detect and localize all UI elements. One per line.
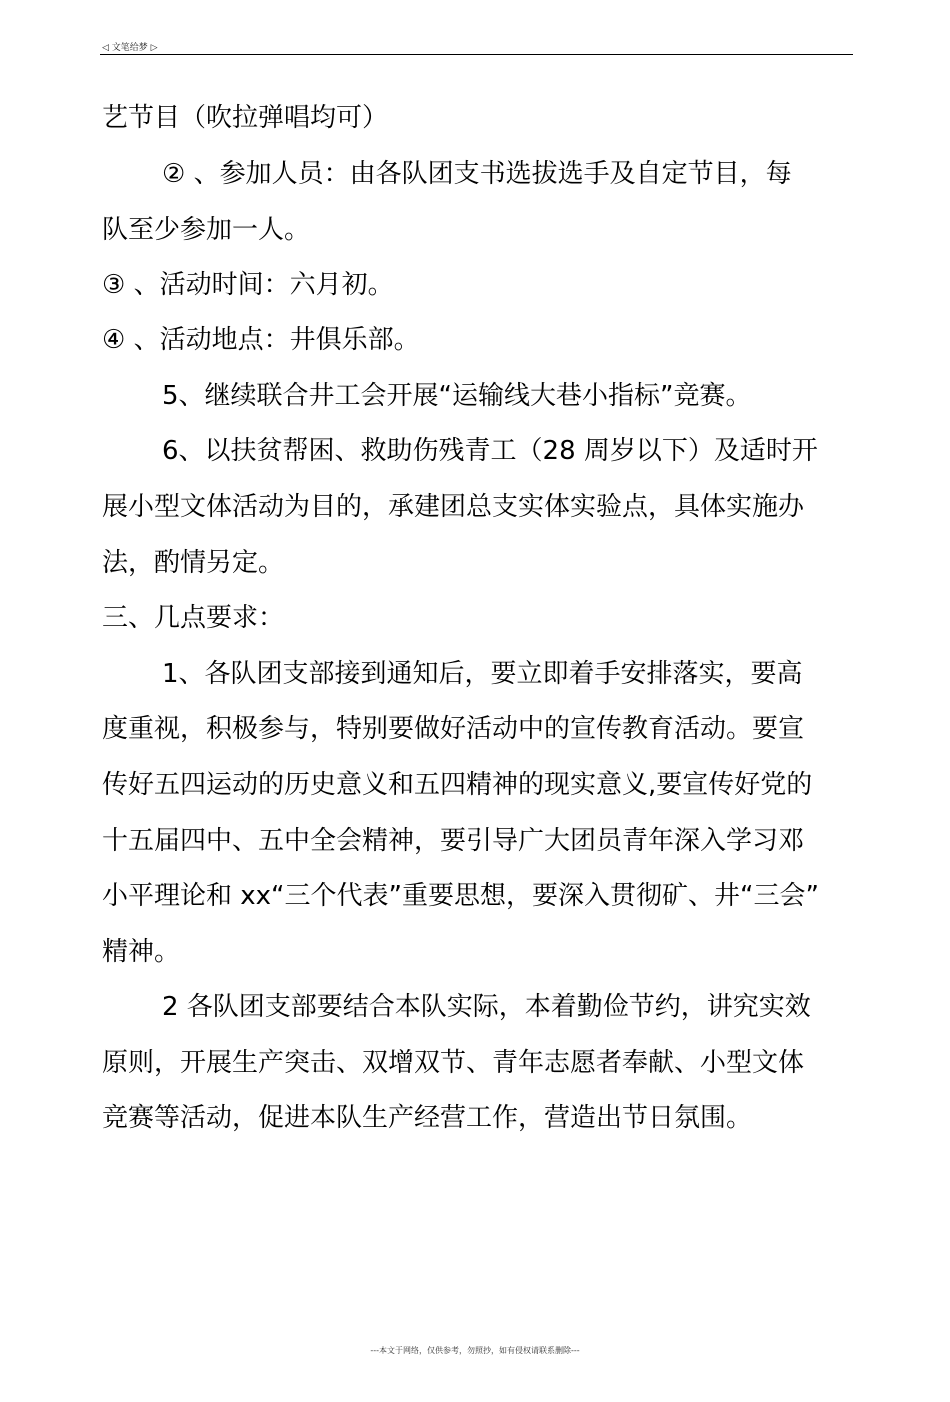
text-line: 展小型文体活动为目的，承建团总支实体实验点，具体实施办 bbox=[102, 492, 805, 522]
text-line: 法，酌情另定。 bbox=[102, 548, 285, 578]
text-line: ② 、参加人员：由各队团支书选拔选手及自定节目，每 bbox=[162, 159, 792, 189]
text-line: 十五届四中、五中全会精神，要引导广大团员青年深入学习邓 bbox=[102, 826, 805, 856]
section-heading: 三、几点要求： bbox=[102, 603, 285, 633]
text-line: 小平理论和 xx“三个代表”重要思想，要深入贯彻矿、井“三会” bbox=[102, 881, 819, 911]
text-line: 5、继续联合井工会开展“运输线大巷小指标”竞赛。 bbox=[162, 381, 752, 411]
text-line: 传好五四运动的历史意义和五四精神的现实意义,要宣传好党的 bbox=[102, 770, 813, 800]
text-line: ④ 、活动地点：井俱乐部。 bbox=[102, 325, 420, 355]
text-line: ③ 、活动时间：六月初。 bbox=[102, 270, 394, 300]
page-footer: ---本文于网络，仅供参考，勿照抄，如有侵权请联系删除--- bbox=[370, 1346, 580, 1355]
text-line: 竞赛等活动，促进本队生产经营工作，营造出节日氛围。 bbox=[102, 1103, 753, 1133]
header-divider bbox=[100, 54, 853, 55]
text-line: 精神。 bbox=[102, 937, 181, 967]
text-line: 原则，开展生产突击、双增双节、青年志愿者奉献、小型文体 bbox=[102, 1048, 805, 1078]
page-header: ◁ 文笔给梦 ▷ bbox=[102, 43, 158, 53]
text-line: 队至少参加一人。 bbox=[102, 215, 311, 245]
text-line: 6、以扶贫帮困、救助伤残青工（28 周岁以下）及适时开 bbox=[162, 436, 818, 466]
text-line: 2 各队团支部要结合本队实际，本着勤俭节约，讲究实效 bbox=[162, 992, 811, 1022]
text-line: 艺节目（吹拉弹唱均可） bbox=[102, 103, 389, 133]
text-line: 1、各队团支部接到通知后，要立即着手安排落实，要高 bbox=[162, 659, 803, 689]
text-line: 度重视，积极参与，特别要做好活动中的宣传教育活动。要宣 bbox=[102, 714, 805, 744]
